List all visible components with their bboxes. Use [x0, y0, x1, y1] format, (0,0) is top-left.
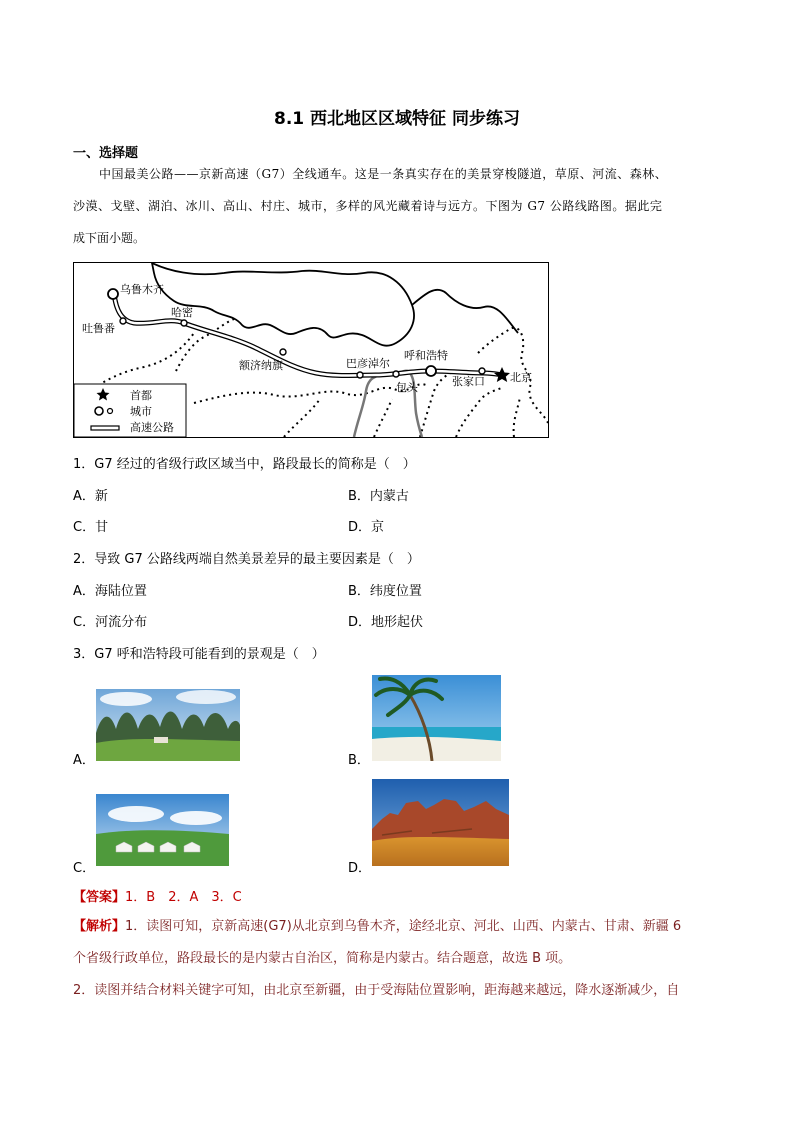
capital-star-icon	[494, 367, 510, 382]
analysis-line-2: 个省级行政单位，路段最长的是内蒙古自治区，简称是内蒙古。结合题意，故选 B 项。	[73, 951, 572, 966]
intro-line: 中国最美公路——京新高速（G7）全线通车。这是一条真实存在的美景穿梭隧道，草原、河流、森林、	[99, 167, 668, 181]
analysis-line-3: 2．读图并结合材料关键字可知，由北京至新疆，由于受海陆位置影响，距海越来越远，降水逐渐减少，自	[73, 983, 680, 998]
q1-option-c[interactable]: C．甘	[73, 520, 109, 535]
province-boundary	[514, 397, 520, 437]
city-hohhot	[426, 366, 436, 376]
q3-option-a[interactable]: A．	[73, 753, 95, 768]
label-beijing: 北京	[510, 371, 532, 384]
city-hami	[181, 320, 187, 326]
q3-image-c-grassland-yurts[interactable]	[96, 794, 229, 866]
q1-option-b[interactable]: B．内蒙古	[348, 489, 409, 504]
legend-city-big-icon	[95, 407, 103, 415]
city-urumqi	[108, 289, 118, 299]
q3-option-d[interactable]: D．	[348, 861, 372, 876]
north-border	[412, 290, 518, 333]
answer-label: 【答案】	[73, 890, 126, 905]
label-hohhot: 呼和浩特	[404, 349, 448, 362]
analysis-label: 【解析】	[73, 919, 126, 934]
legend-highway-icon	[91, 426, 119, 430]
q3-image-d-yardang-landform[interactable]	[372, 779, 509, 866]
label-urumqi: 乌鲁木齐	[120, 283, 164, 296]
q2-option-b[interactable]: B．纬度位置	[348, 584, 422, 599]
city-baotou	[393, 371, 399, 377]
q3-option-b[interactable]: B．	[348, 753, 370, 768]
question-2-stem: 2．导致 G7 公路线两端自然美景差异的最主要因素是（ ）	[73, 552, 420, 567]
intro-paragraph	[73, 158, 733, 254]
q2-option-c[interactable]: C．河流分布	[73, 615, 148, 630]
province-boundary	[456, 387, 504, 437]
g7-route-map	[73, 262, 549, 438]
q3-image-a-karst-hills[interactable]	[96, 689, 240, 761]
analysis-line-1	[73, 912, 723, 942]
label-turpan: 吐鲁番	[82, 322, 115, 335]
legend-city-small-icon	[108, 409, 113, 414]
province-boundary	[374, 399, 392, 437]
province-boundary	[284, 399, 320, 437]
intro-line: 沙漠、戈壁、湖泊、冰川、高山、村庄、城市，多样的风光藏着诗与远方。下图为 G7 公路线路图。据此完	[73, 199, 663, 213]
q3-image-b-tropical-beach[interactable]	[372, 675, 501, 761]
answer-values: 1．B 2．A 3．C	[125, 890, 242, 905]
intro-line: 成下面小题。	[73, 231, 146, 245]
q3-option-c[interactable]: C．	[73, 861, 96, 876]
label-hami: 哈密	[171, 306, 193, 319]
q2-option-d[interactable]: D．地形起伏	[348, 615, 424, 630]
legend-capital: 首都	[130, 389, 152, 402]
question-1-stem: 1．G7 经过的省级行政区域当中，路段最长的简称是（ ）	[73, 457, 416, 472]
map-svg	[74, 263, 548, 437]
label-zhangjiakou: 张家口	[452, 375, 485, 388]
label-bayannur: 巴彦淖尔	[346, 357, 390, 370]
province-boundary	[194, 384, 426, 403]
q1-option-a[interactable]: A．新	[73, 489, 108, 504]
legend-highway: 高速公路	[130, 421, 174, 434]
city-turpan	[120, 318, 126, 324]
answer-line	[73, 886, 242, 905]
province-boundary	[420, 371, 454, 437]
national-border	[152, 263, 414, 346]
label-baotou: 包头	[396, 381, 418, 394]
city-ejina	[280, 349, 286, 355]
section-heading: 一、选择题	[73, 146, 139, 161]
q1-option-d[interactable]: D．京	[348, 520, 385, 535]
analysis-text: 1．读图可知，京新高速(G7)从北京到乌鲁木齐，途经北京、河北、山西、内蒙古、甘肃、新疆 6	[125, 919, 682, 934]
q2-option-a[interactable]: A．海陆位置	[73, 584, 147, 599]
legend-city: 城市	[130, 405, 152, 418]
label-ejina: 额济纳旗	[239, 359, 283, 372]
page-title: 8.1 西北地区区域特征 同步练习	[274, 109, 520, 129]
question-3-stem: 3．G7 呼和浩特段可能看到的景观是（ ）	[73, 647, 325, 662]
city-bayannur	[357, 372, 363, 378]
city-zhangjiakou	[479, 368, 485, 374]
